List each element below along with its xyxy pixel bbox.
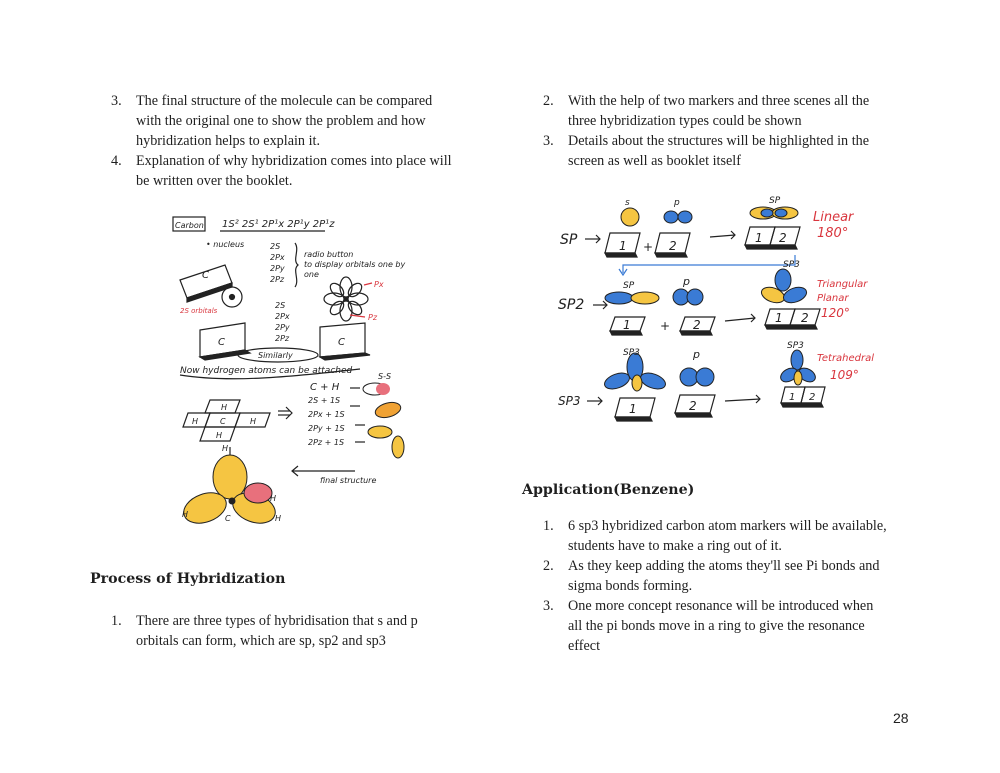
- p-orbital-lobe: [678, 211, 692, 223]
- tetrahedral-label: Tetrahedral: [817, 353, 875, 364]
- list-line: effect: [568, 638, 601, 654]
- c-label: C: [202, 270, 209, 281]
- carbon-label: Carbon: [175, 221, 204, 230]
- list-line: With the help of two markers and three scenes all the: [568, 93, 870, 109]
- list-number: 1.: [543, 518, 554, 534]
- list-line: screen as well as booklet itself: [568, 153, 741, 169]
- list-item: [522, 91, 909, 131]
- plus-sign: +: [660, 319, 671, 333]
- tile-number: 1: [619, 239, 627, 253]
- hybridization-sketch-right: [555, 195, 875, 430]
- benzene-list: [522, 516, 909, 656]
- s-s-label: S-S: [378, 372, 392, 381]
- h-label: H: [270, 494, 277, 503]
- sp3-lobe: [602, 370, 631, 392]
- trigonal-label: Triangular: [817, 279, 868, 290]
- radio-option: 2Pz: [270, 275, 285, 284]
- h-label: H: [182, 510, 189, 519]
- c-label: C: [225, 514, 231, 523]
- tile-number: 1: [755, 231, 763, 245]
- hydrogen-note: Now hydrogen atoms can be attached: [180, 366, 353, 376]
- list-item: [90, 151, 477, 191]
- tile-number: 1: [775, 311, 783, 325]
- h-label: H: [221, 403, 228, 412]
- sp-label: SP: [769, 196, 781, 206]
- bond-label: 2S + 1S: [308, 396, 341, 405]
- radio-option: 2Pz: [275, 334, 290, 343]
- px-label: Px: [374, 280, 384, 289]
- h-label: H: [216, 431, 223, 440]
- list-line: Explanation of why hybridization comes into place will: [136, 153, 452, 169]
- list-line: As they keep adding the atoms they'll see Pi bonds and: [568, 558, 880, 574]
- radio-note: to display orbitals one by: [304, 260, 406, 269]
- radio-option: 2S: [275, 301, 286, 310]
- list-line: sigma bonds forming.: [568, 578, 693, 594]
- list-item: [522, 516, 909, 556]
- s-orbital: [621, 208, 639, 226]
- p-orbital-lobe: [664, 211, 678, 223]
- list-line: Details about the structures will be highlighted in the: [568, 133, 870, 149]
- list-item: [90, 91, 477, 151]
- h-label: H: [250, 417, 257, 426]
- list-number: 4.: [111, 153, 122, 169]
- orbital-flower: [324, 277, 368, 321]
- radio-note: radio button: [304, 250, 354, 259]
- sp2-lobe: [605, 292, 633, 304]
- list-line: hybridization helps to explain it.: [136, 133, 321, 149]
- list-line: There are three types of hybridisation that s and p: [136, 613, 418, 629]
- bond-label: 2Py + 1S: [308, 424, 345, 433]
- list-line: with the original one to show the problem and how: [136, 113, 426, 129]
- list-number: 3.: [543, 598, 554, 614]
- sp3-lobe: [791, 350, 803, 370]
- list-line: all the pi bonds move in a ring to give the resonance: [568, 618, 865, 634]
- pz-label: Pz: [368, 313, 378, 322]
- sp3-label: SP3: [623, 348, 640, 358]
- orbital-lobe: [392, 436, 404, 458]
- tetrahedral-angle-label: 109°: [830, 368, 859, 382]
- list-line: orbitals can form, which are sp, sp2 and sp3: [136, 633, 386, 649]
- list-line: three hybridization types could be shown: [568, 113, 802, 129]
- list-line: One more concept resonance will be introduced when: [568, 598, 874, 614]
- similarly-label: Similarly: [258, 351, 293, 360]
- list-number: 2.: [543, 93, 554, 109]
- list-number: 1.: [111, 613, 122, 629]
- p-label: p: [693, 348, 700, 361]
- radio-option: 2Py: [270, 264, 285, 273]
- plus-sign: +: [643, 240, 654, 254]
- s-s-orbitals: [363, 383, 390, 395]
- radio-option: 2Px: [270, 253, 285, 262]
- radio-note: one: [304, 270, 319, 279]
- sketch-right-svg: [555, 195, 875, 430]
- linear-label: Linear: [813, 210, 854, 225]
- sp2-lobe: [775, 269, 791, 291]
- final-structure-label: final structure: [320, 476, 377, 485]
- hybridization-sketch-left: [170, 205, 430, 525]
- list-number: 2.: [543, 558, 554, 574]
- application-heading: Application(Benzene): [522, 482, 695, 498]
- tile-number: 1: [789, 392, 796, 403]
- sp3-lobe: [638, 370, 667, 392]
- tile-number: 1: [629, 402, 637, 416]
- tile-number: 2: [669, 239, 677, 253]
- h-label: H: [222, 444, 229, 453]
- radio-option: 2S: [270, 242, 281, 251]
- p-label: p: [683, 275, 690, 288]
- list-number: 3.: [111, 93, 122, 109]
- p-label: p: [674, 198, 680, 208]
- sketch-left-svg: [170, 205, 430, 525]
- process-list-column: [90, 611, 477, 651]
- sp-row-label: SP: [560, 232, 578, 248]
- sp3-row-label: SP3: [558, 394, 581, 408]
- list-line: The final structure of the molecule can be compared: [136, 93, 433, 109]
- list-item: [90, 611, 477, 651]
- list-item: [522, 556, 909, 596]
- sp3-label: SP3: [783, 260, 800, 270]
- sp2-row-label: SP2: [558, 297, 585, 313]
- list-line: 6 sp3 hybridized carbon atom markers will be available,: [568, 518, 887, 534]
- connector-line: [623, 255, 795, 273]
- c-plus-h-label: C + H: [310, 382, 340, 393]
- right-list: [522, 91, 909, 171]
- tile-number: 2: [779, 231, 787, 245]
- orbital-lobe: [374, 400, 403, 420]
- two-s-orbitals-label: 2S orbitals: [180, 307, 218, 315]
- radio-option: 2Py: [275, 323, 290, 332]
- c-label: C: [220, 417, 226, 426]
- process-heading: Process of Hybridization: [90, 571, 286, 587]
- h-label: H: [275, 514, 282, 523]
- bond-label: 2Px + 1S: [308, 410, 345, 419]
- c-label: C: [218, 337, 225, 348]
- tile-number: 2: [689, 399, 697, 413]
- page-number: 28: [893, 710, 909, 726]
- trigonal-angle-label: 120°: [821, 306, 850, 320]
- s-label: s: [625, 198, 630, 208]
- tile-number: 2: [801, 311, 809, 325]
- benzene-list-column: [522, 516, 909, 656]
- list-line: be written over the booklet.: [136, 173, 293, 189]
- list-number: 3.: [543, 133, 554, 149]
- list-item: [522, 131, 909, 171]
- right-column: [522, 91, 909, 171]
- tile-number: 2: [809, 392, 816, 403]
- c-label: C: [338, 337, 345, 348]
- bond-label: 2Pz + 1S: [308, 438, 345, 447]
- sp2-lobe: [631, 292, 659, 304]
- list-item: [522, 596, 909, 656]
- planar-label: Planar: [817, 293, 849, 304]
- config-label: 1S² 2S¹ 2P¹x 2P¹y 2P¹z: [222, 219, 335, 230]
- list-line: students have to make a ring out of it.: [568, 538, 782, 554]
- process-list: [90, 611, 477, 651]
- left-list: [90, 91, 477, 191]
- p-orbital-lobe: [680, 368, 698, 386]
- linear-angle-label: 180°: [817, 226, 849, 241]
- left-column: [90, 91, 477, 191]
- nucleus-label: • nucleus: [206, 240, 245, 249]
- orbital-lobe: [368, 426, 392, 438]
- sp-label: SP: [623, 281, 635, 291]
- tile-number: 1: [623, 318, 631, 332]
- h-label: H: [192, 417, 199, 426]
- sp3-label: SP3: [787, 341, 804, 351]
- radio-option: 2Px: [275, 312, 290, 321]
- tile-number: 2: [693, 318, 701, 332]
- p-orbital-lobe: [687, 289, 703, 305]
- p-orbital-lobe: [696, 368, 714, 386]
